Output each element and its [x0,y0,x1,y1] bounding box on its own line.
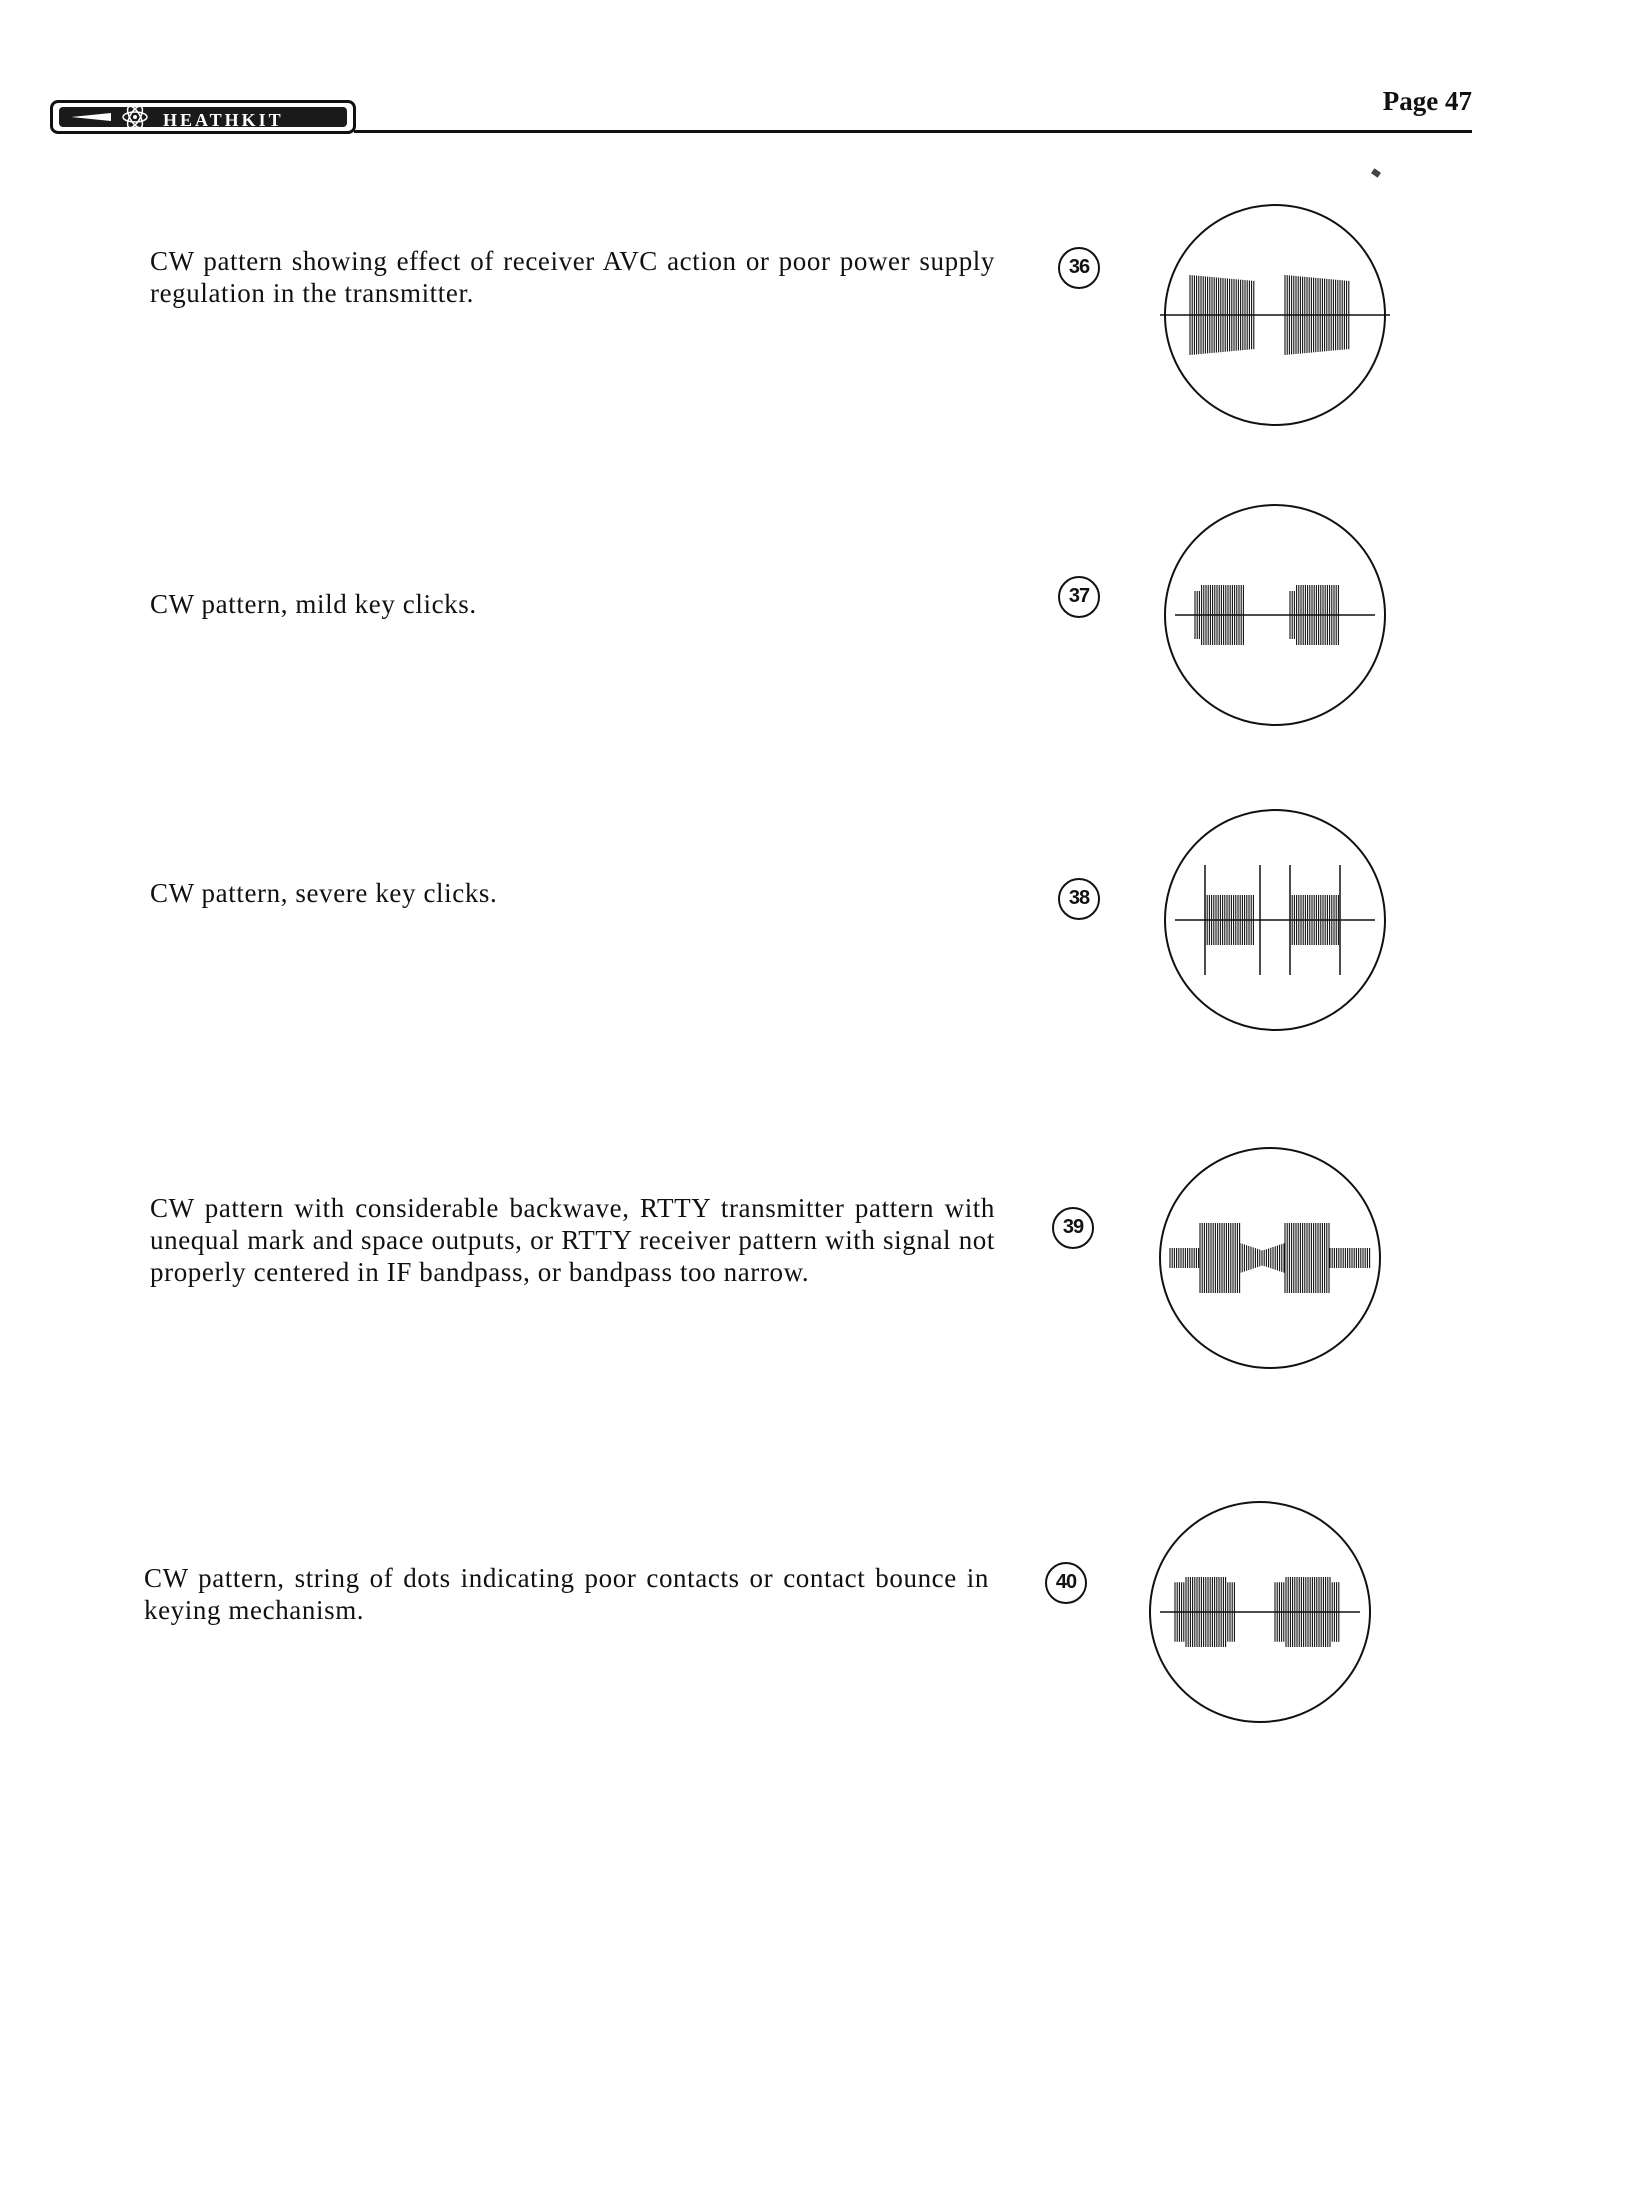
figure-caption: CW pattern, string of dots indicating poor contacts or contact bounce in keying mechanism. [144,1563,989,1625]
figure-number: 40 [1045,1562,1087,1604]
scan-speck [1371,168,1381,178]
atom-icon [69,107,159,127]
heathkit-logo [50,100,356,134]
figure-number: 37 [1058,576,1100,618]
oscilloscope-pattern [1160,500,1390,730]
figure-caption: CW pattern, mild key clicks. [150,589,477,619]
figure-caption: CW pattern showing effect of receiver AVC action or poor power supply regulation in the transmitter. [150,246,995,308]
oscilloscope-pattern [1155,1143,1385,1373]
page-header [50,86,1472,136]
figure-caption: CW pattern with considerable backwave, RTTY transmitter pattern with unequal mark and space outputs, or RTTY receiver pattern with signal not properly centered in IF bandpass, or bandpass too narrow. [150,1193,995,1287]
figure-number: 39 [1052,1207,1094,1249]
oscilloscope-pattern [1145,1497,1375,1727]
figure-caption: CW pattern, severe key clicks. [150,878,498,908]
figure-number: 38 [1058,878,1100,920]
logo-text: HEATHKIT [163,110,284,130]
figure-number: 36 [1058,247,1100,289]
header-rule [354,130,1472,133]
oscilloscope-pattern [1160,805,1390,1035]
page-number: Page 47 [1382,86,1472,116]
oscilloscope-pattern [1160,200,1390,430]
scope-screen [1160,1148,1380,1368]
